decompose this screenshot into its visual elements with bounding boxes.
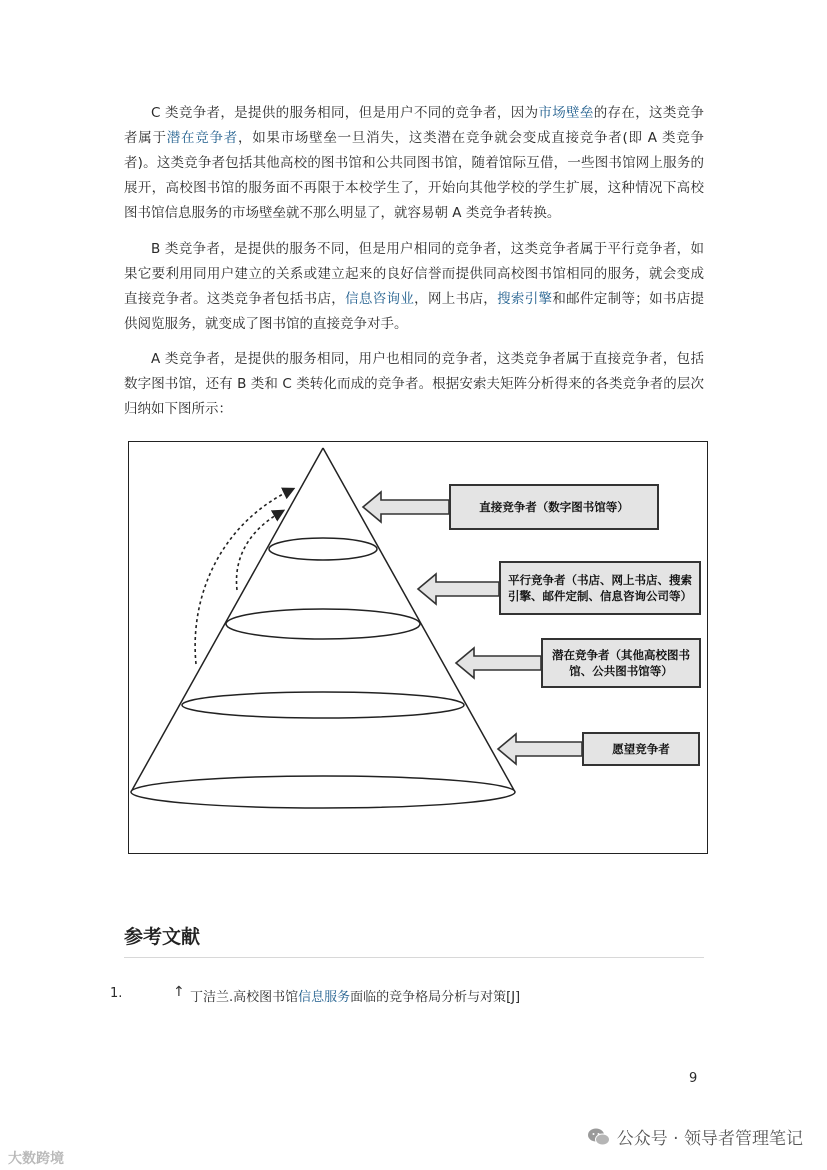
watermark-right [587,1124,803,1149]
left-arrow-2 [418,574,499,604]
page-number: 9 [689,1071,698,1086]
reference-text: 丁洁兰.高校图书馆 [190,990,299,1005]
link-information-service[interactable]: 信息服务 [298,990,351,1005]
left-arrow-1 [363,492,449,522]
text: C 类竞争者，是提供的服务相同，但是用户不同的竞争者，因为 [151,105,539,121]
layer-ellipse-3 [182,692,464,718]
paragraph-b-class [124,237,704,337]
references-heading: 参考文献 [124,926,201,948]
paragraph-c-class [124,101,704,226]
link-market-barrier[interactable]: 市场壁垒 [538,105,594,121]
reference-number: 1. [110,986,123,1001]
layer-ellipse-4 [131,776,515,808]
link-potential-competitor[interactable]: 潜在竞争者 [166,130,238,146]
watermark-left [8,1148,64,1168]
reference-entry [190,986,520,1005]
label-direct-competitor: 直接竞争者（数字图书馆等） [449,484,659,530]
text: B 类竞争者，是提供的服务不同，但是用户相同的竞争者，这类竞争者属于平行竞争者，如果它要利用同用户建立的关系或建立起来的良好信誉而提供同高校图书馆相同的服务，就会变成直接竞争者。这类竞争者包括书店， [124,241,704,307]
references-divider [124,957,704,958]
text: ，网上书店， [414,291,498,307]
text: 和邮件定制等；如书店提供阅览服务，就变成了图书馆的直接竞争对手。 [124,291,705,332]
paragraph-a-class: A 类竞争者，是提供的服务相同，用户也相同的竞争者，这类竞争者属于直接竞争者，包括数字图书馆，还有 B 类和 C 类转化而成的竞争者。根据安索夫矩阵分析得来的各类竞争者的层次归纳如下图所示： [124,351,704,417]
text: ，如果市场壁垒一旦消失，这类潜在竞争就会变成直接竞争者(即 A 类竞争者)。这类竞争者包括其他高校的图书馆和公共同图书馆，随着馆际互借，一些图书馆网上服务的展开，高校图书馆的服务面不再限于本校学生了，开始向其他学校的学生扩展，这种情况下高校图书馆信息服务的市场壁垒就不那么明显了，就容易朝 A 类竞争者转换。 [124,130,705,221]
link-info-consulting[interactable]: 信息咨询业 [345,291,415,307]
layer-ellipse-2 [226,609,420,639]
text: 的存在，这类竞争者属于 [124,105,705,146]
watermark-text: 大数跨境 [8,1151,64,1167]
watermark-account-text: 公众号 · 领导者管理笔记 [616,1129,803,1149]
reference-text: 面临的竞争格局分析与对策[J] [350,990,521,1005]
layer-ellipse-1 [269,538,377,560]
label-parallel-competitor: 平行竞争者（书店、网上书店、搜索引擎、邮件定制、信息咨询公司等） [499,561,701,615]
competitor-pyramid-figure [128,441,708,854]
wechat-icon [587,1127,611,1147]
left-arrow-3 [456,648,541,678]
label-desire-competitor: 愿望竞争者 [582,732,700,766]
label-potential-competitor: 潜在竞争者（其他高校图书馆、公共图书馆等） [541,638,701,688]
left-arrow-4 [498,734,582,764]
back-to-citation-arrow[interactable]: ↑ [173,984,185,1000]
link-search-engine[interactable]: 搜索引擎 [497,291,553,307]
